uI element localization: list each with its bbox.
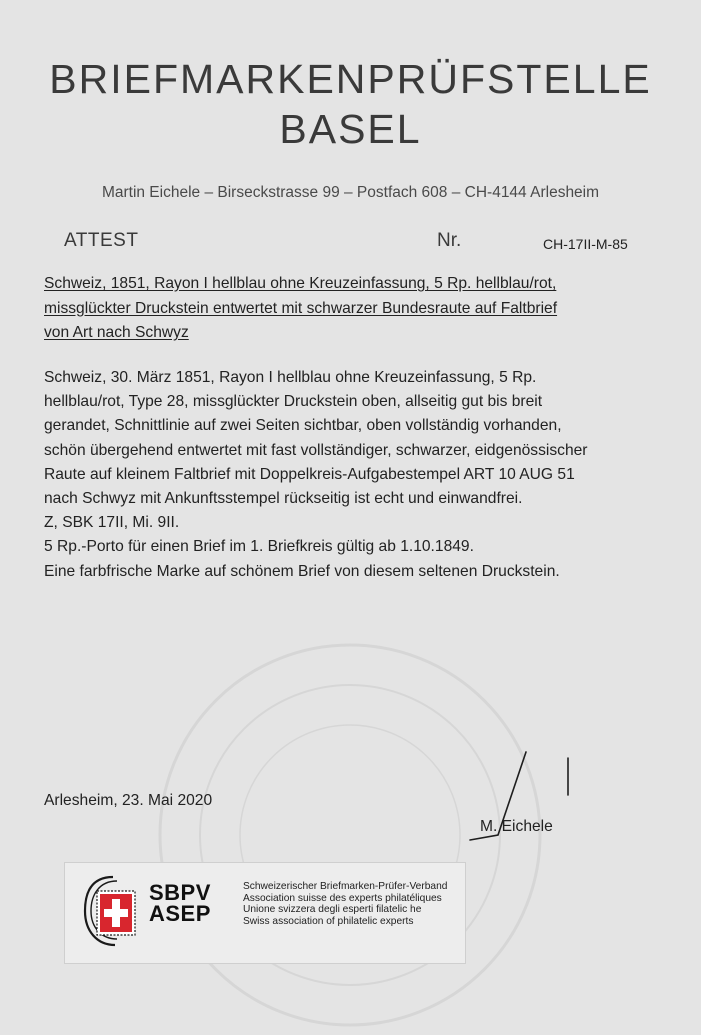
summary-line: von Art nach Schwyz [44,324,189,341]
description-line: Raute auf kleinem Faltbrief mit Doppelkreis-Aufgabestempel ART 10 AUG 51 [44,465,575,483]
summary-line: missglückter Druckstein entwertet mit schwarzer Bundesraute auf Faltbrief [44,299,558,317]
association-names [243,881,447,927]
number-label: Nr. [437,230,462,251]
description-line: Eine farbfrische Marke auf schönem Brief von diesem seltenen Druckstein. [44,562,560,580]
attest-description [44,366,674,584]
signer-name: M. Eichele [480,818,553,835]
association-logo-box [64,862,466,964]
description-line: gerandet, Schnittlinie auf zwei Seiten sichtbar, oben vollständig vorhanden, [44,417,562,435]
item-summary [44,272,664,346]
swiss-cross-stamp-icon [83,873,145,949]
description-line: hellblau/rot, Type 28, missglückter Druckstein oben, allseitig gut bis breit [44,393,543,411]
association-name-en: Swiss association of philatelic experts [243,915,414,927]
association-name-it: Unione svizzera degli esperti filatelic he [243,904,422,916]
logo-abbr-asep: ASEP [149,901,211,926]
description-line: 5 Rp.-Porto für einen Brief im 1. Briefkreis gültig ab 1.10.1849. [44,538,474,556]
office-title: BRIEFMARKENPRÜFSTELLE [49,56,652,102]
description-line: nach Schwyz mit Ankunftsstempel rückseitig ist echt und einwandfrei. [44,490,523,508]
place-date: Arlesheim, 23. Mai 2020 [44,792,213,809]
association-name-fr: Association suisse des experts philatéliques [243,892,442,904]
description-line: Z, SBK 17II, Mi. 9II. [44,514,180,532]
summary-line: Schweiz, 1851, Rayon I hellblau ohne Kreuzeinfassung, 5 Rp. hellblau/rot, [44,275,557,292]
description-line: schön übergehend entwertet mit fast vollständiger, schwarzer, eidgenössischer [44,441,588,459]
logo-abbr-sbpv: SBPV [149,880,211,905]
association-name-de: Schweizerischer Briefmarken-Prüfer-Verband [243,881,448,892]
office-city: BASEL [279,106,422,152]
attest-label: ATTEST [64,230,139,251]
certificate-number: CH-17II-M-85 [543,236,628,252]
description-line: Schweiz, 30. März 1851, Rayon I hellblau ohne Kreuzeinfassung, 5 Rp. [44,369,537,386]
office-address: Martin Eichele – Birseckstrasse 99 – Postfach 608 – CH-4144 Arlesheim [101,184,600,201]
